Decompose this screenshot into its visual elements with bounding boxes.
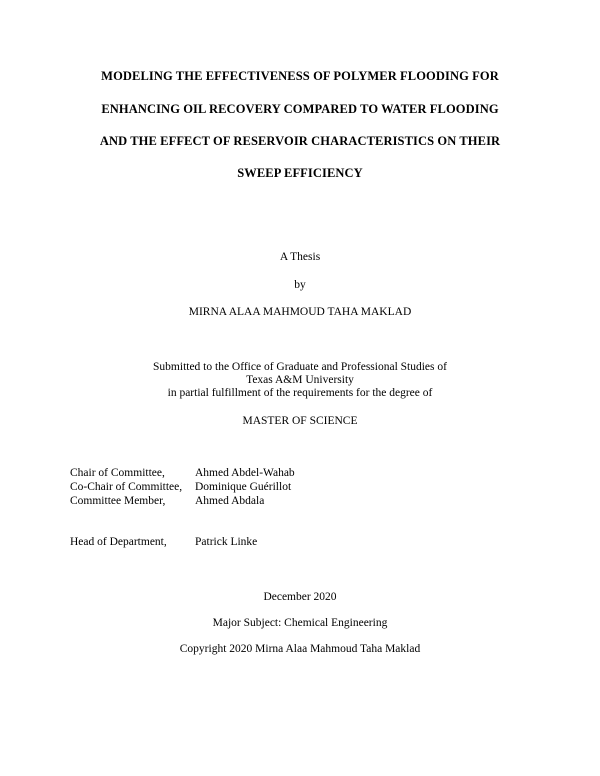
department-head-role: Head of Department, xyxy=(70,536,167,548)
committee-member-name: Ahmed Abdel-Wahab xyxy=(195,467,295,479)
document-type: A Thesis xyxy=(279,251,321,263)
by-label: by xyxy=(294,279,306,291)
degree-name: MASTER OF SCIENCE xyxy=(242,415,358,427)
committee-role: Chair of Committee, xyxy=(70,467,165,479)
title-line-1: MODELING THE EFFECTIVENESS OF POLYMER FLOODING FOR xyxy=(101,69,499,83)
title-line-3: AND THE EFFECT OF RESERVOIR CHARACTERISTICS ON THEIR xyxy=(99,134,501,148)
copyright-notice: Copyright 2020 Mirna Alaa Mahmoud Taha Maklad xyxy=(179,643,421,655)
submission-line-2: Texas A&M University xyxy=(246,374,354,386)
department-head-name: Patrick Linke xyxy=(195,536,258,548)
submission-line-1: Submitted to the Office of Graduate and Professional Studies of xyxy=(153,361,447,373)
committee-member-name: Dominique Guérillot xyxy=(195,481,292,493)
committee-role: Co-Chair of Committee, xyxy=(70,481,183,493)
committee-role: Committee Member, xyxy=(70,495,166,507)
submission-date: December 2020 xyxy=(263,591,337,603)
title-line-4: SWEEP EFFICIENCY xyxy=(237,166,363,180)
submission-line-3: in partial fulfillment of the requirements for the degree of xyxy=(167,387,433,399)
committee-member-name: Ahmed Abdala xyxy=(195,495,265,507)
title-line-2: ENHANCING OIL RECOVERY COMPARED TO WATER FLOODING xyxy=(101,102,499,116)
author-name: MIRNA ALAA MAHMOUD TAHA MAKLAD xyxy=(188,306,412,318)
major-subject: Major Subject: Chemical Engineering xyxy=(212,617,388,629)
